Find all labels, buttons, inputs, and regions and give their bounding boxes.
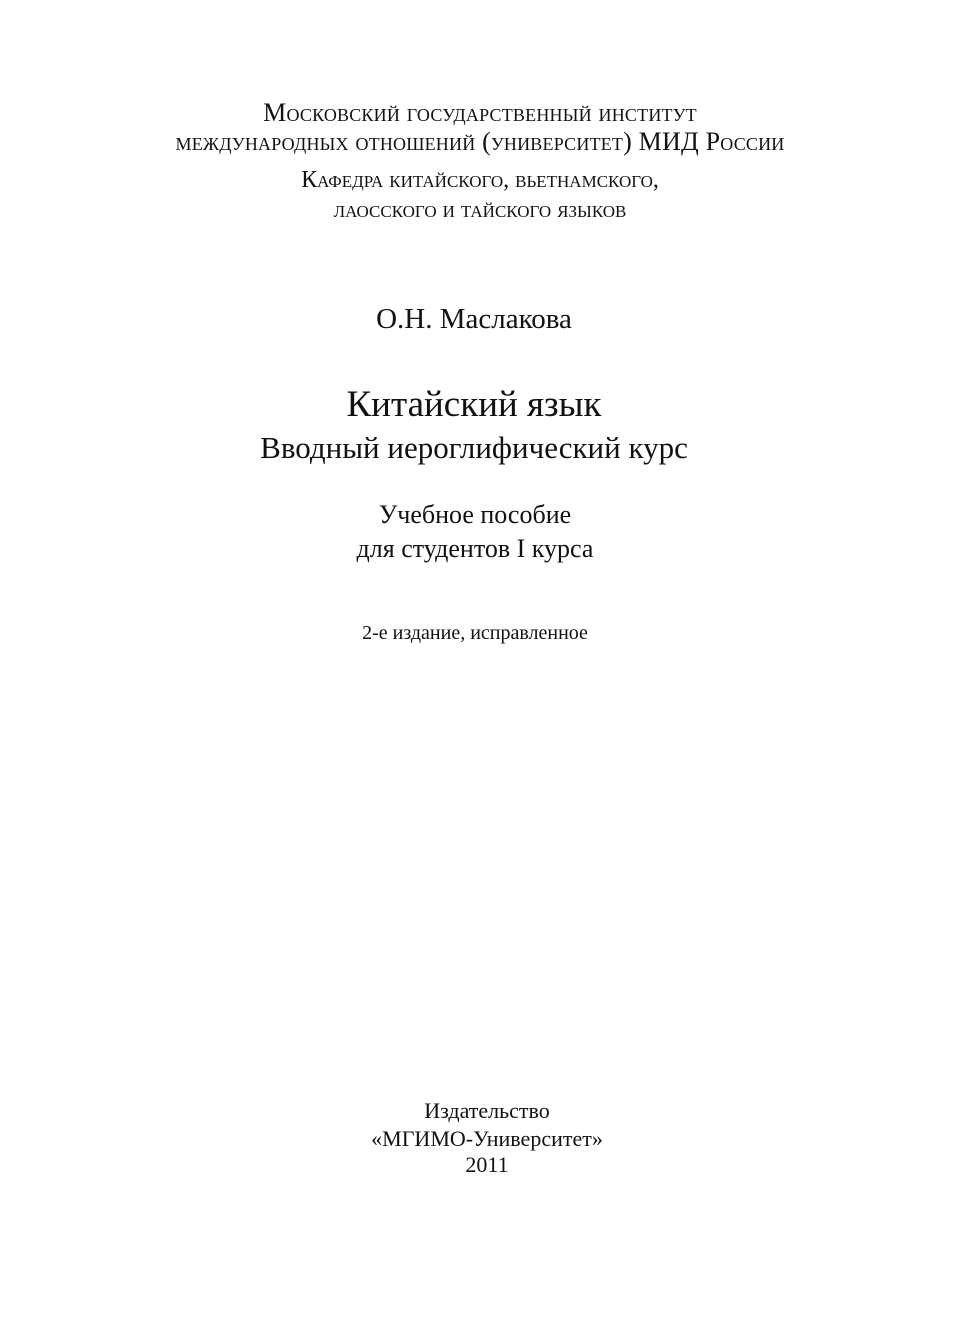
- publisher-label: Издательство: [424, 1098, 550, 1123]
- publisher-name: «МГИМО-Университет»: [371, 1126, 603, 1151]
- book-type-line-1: Учебное пособие: [378, 500, 572, 529]
- institution-name-line-2: международных отношений (университет) МИД России: [175, 127, 785, 156]
- edition-note: 2-е издание, исправленное: [362, 622, 588, 644]
- department-name-line-2: лаосского и тайского языков: [333, 197, 627, 223]
- publication-year: 2011: [465, 1152, 509, 1177]
- institution-name-line-1: Московский государственный институт: [263, 98, 697, 127]
- department-name-line-1: Кафедра китайского, вьетнамского,: [301, 167, 659, 193]
- book-subtitle: Вводный иероглифический курс: [260, 430, 688, 465]
- book-title: Китайский язык: [346, 384, 602, 425]
- author-name: О.Н. Маслакова: [376, 303, 572, 335]
- book-type-line-2: для студентов I курса: [356, 534, 594, 563]
